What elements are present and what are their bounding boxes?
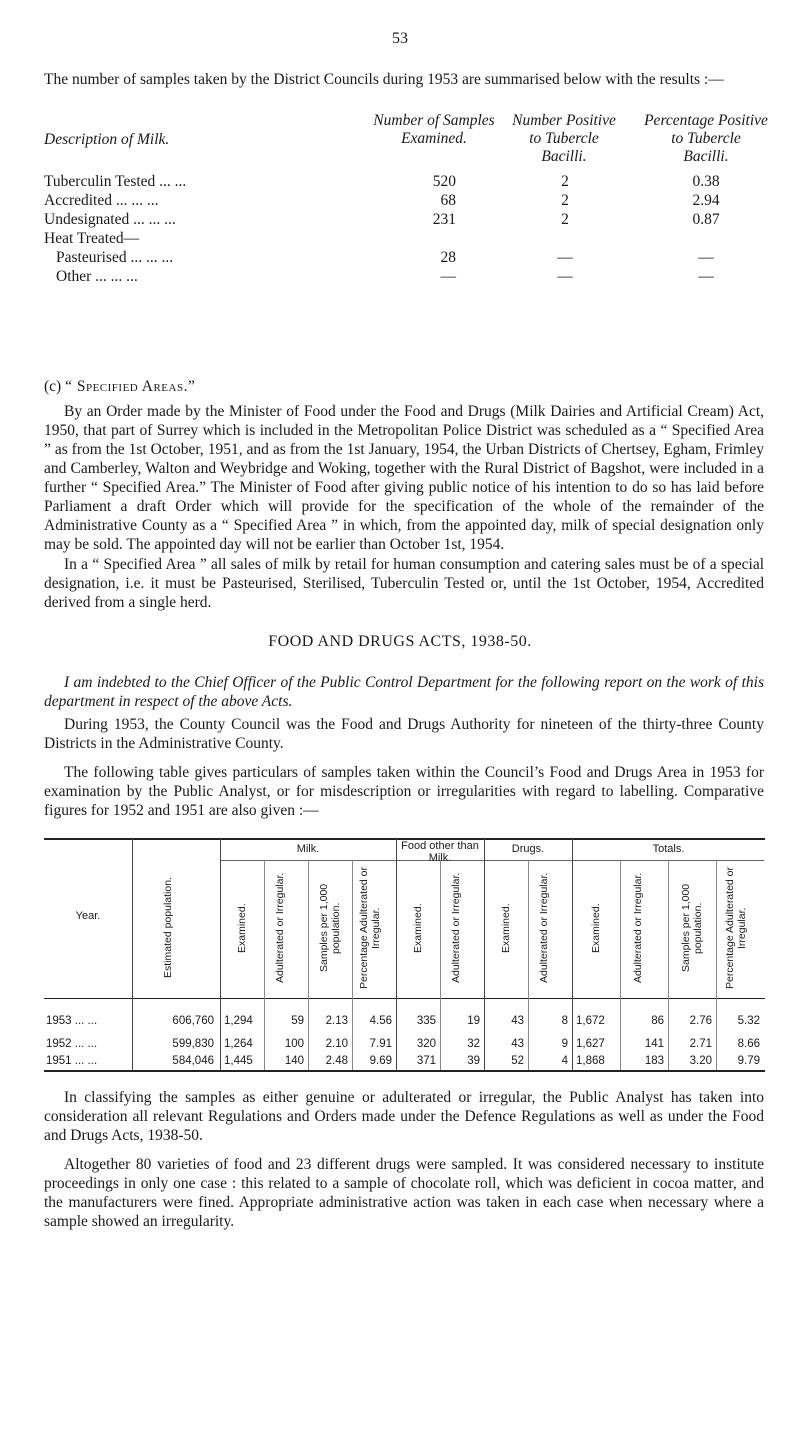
cell-population: 584,046 bbox=[172, 1055, 214, 1067]
food-drugs-table bbox=[44, 838, 765, 1075]
paragraph-authority: During 1953, the County Council was the Food and Drugs Authority for nineteen of the thirty-three County Districts in the Administrative County. bbox=[44, 716, 764, 752]
cell-value: 100 bbox=[284, 1038, 304, 1050]
table-bottom-rule bbox=[44, 1070, 765, 1072]
cell-value: 2.71 bbox=[689, 1038, 712, 1050]
cell-value: 7.91 bbox=[369, 1038, 392, 1050]
table-row: Undesignated ... ... ... 231 2 0.87 bbox=[44, 211, 720, 228]
cell-value: 9 bbox=[561, 1038, 568, 1050]
cell-value: 183 bbox=[644, 1055, 664, 1067]
cell-year: 1952 ... ... bbox=[46, 1038, 98, 1050]
cell-value: 9.79 bbox=[737, 1055, 760, 1067]
column-divider bbox=[572, 838, 573, 1070]
cell-value: 1,627 bbox=[576, 1038, 605, 1050]
cell-value: 140 bbox=[284, 1055, 304, 1067]
cell-value: 4 bbox=[561, 1055, 568, 1067]
cell-year: 1953 ... ... bbox=[46, 1015, 98, 1027]
header-examined: Number of Samples Examined. bbox=[373, 112, 495, 147]
milk-samples-table bbox=[44, 112, 768, 286]
group-header-drugs: Drugs. bbox=[511, 843, 545, 855]
table-row: Pasteurised ... ... ... 28 — — bbox=[56, 249, 714, 266]
cell-value: 320 bbox=[416, 1038, 436, 1050]
paragraph-table-intro: The following table gives particulars of samples taken within the Council’s Food and Drugs Area in 1953 for examination by the Public Analyst, or for misdescription or irregularities with regard to labelling. Comparative figures for 1952 and 1951 are also given :— bbox=[44, 764, 764, 819]
cell-value: 43 bbox=[511, 1015, 524, 1027]
group-header-totals: Totals. bbox=[652, 843, 685, 855]
cell-year: 1951 ... ... bbox=[46, 1055, 98, 1067]
cell-value: 3.20 bbox=[689, 1055, 712, 1067]
table-row: Accredited ... ... ... 68 2 2.94 bbox=[44, 192, 720, 209]
header-positive: Number Positive to Tubercle Bacilli. bbox=[512, 112, 616, 165]
col-header-adulterated: Adulterated or Irregular. bbox=[538, 872, 550, 984]
cell-value: 39 bbox=[467, 1055, 480, 1067]
section-title: FOOD AND DRUGS ACTS, 1938-50. bbox=[268, 633, 532, 650]
paragraph-specified-area-sales: In a “ Specified Area ” all sales of milk by retail for human consumption and catering sales must be of a special designation, i.e. it must be Pasteurised, Sterilised, Tuberculin Tested or, until the 1st October, 1954, Accredited derived from a single herd. bbox=[44, 556, 764, 611]
col-header-examined: Examined. bbox=[500, 903, 512, 953]
column-divider bbox=[220, 838, 221, 1070]
column-divider bbox=[620, 860, 621, 1070]
cell-value: 9.69 bbox=[369, 1055, 392, 1067]
cell-value: 335 bbox=[416, 1015, 436, 1027]
column-divider bbox=[484, 838, 485, 1070]
column-divider bbox=[716, 860, 717, 1070]
cell-value: 8 bbox=[561, 1015, 568, 1027]
cell-value: 141 bbox=[644, 1038, 664, 1050]
cell-value: 43 bbox=[511, 1038, 524, 1050]
column-divider bbox=[528, 860, 529, 1070]
cell-value: 59 bbox=[291, 1015, 304, 1027]
col-header-adulterated: Adulterated or Irregular. bbox=[450, 872, 462, 984]
cell-value: 1,868 bbox=[576, 1055, 605, 1067]
cell-value: 2.10 bbox=[325, 1038, 348, 1050]
col-header-year: Year. bbox=[75, 910, 101, 922]
cell-population: 606,760 bbox=[172, 1015, 214, 1027]
paragraph-classification: In classifying the samples as either genuine or adulterated or irregular, the Public Analyst has taken into consideration all relevant Regulations and Orders made under the Defence Regulations as well as under the Food and Drugs Acts, 1938-50. bbox=[44, 1089, 764, 1144]
col-header-percentage: Percentage Adulterated or Irregular. bbox=[724, 867, 748, 990]
cell-value: 2.48 bbox=[325, 1055, 348, 1067]
col-header-per1000: Samples per 1,000 population. bbox=[318, 883, 342, 973]
cell-value: 4.56 bbox=[369, 1015, 392, 1027]
column-divider bbox=[132, 838, 133, 1070]
column-divider bbox=[440, 860, 441, 1070]
column-divider bbox=[264, 860, 265, 1070]
paragraph-proceedings: Altogether 80 varieties of food and 23 different drugs were sampled. It was considered necessary to institute proceedings in only one case : this related to a sample of chocolate roll, which was deficient in cocoa matter, and the manufacturers were fined. Appropriate administrative action was taken in each case when necessary where a sample showed an irregularity. bbox=[44, 1156, 764, 1230]
col-header-adulterated: Adulterated or Irregular. bbox=[274, 872, 286, 984]
page-number: 53 bbox=[392, 30, 408, 47]
group-header-milk: Milk. bbox=[296, 843, 320, 855]
col-header-adulterated: Adulterated or Irregular. bbox=[632, 872, 644, 984]
group-header-food: Food other than Milk. bbox=[401, 840, 479, 864]
col-header-percentage: Percentage Adulterated or Irregular. bbox=[358, 867, 382, 990]
cell-value: 86 bbox=[651, 1015, 664, 1027]
group-rule bbox=[220, 860, 764, 861]
column-divider bbox=[352, 860, 353, 1070]
cell-value: 371 bbox=[416, 1055, 436, 1067]
intro-paragraph: The number of samples taken by the District Councils during 1953 are summarised below with the results :— bbox=[44, 71, 724, 88]
paragraph-specified-areas: By an Order made by the Minister of Food under the Food and Drugs (Milk Dairies and Artificial Cream) Act, 1950, that part of Surrey which is included in the Metropolitan Police District was scheduled as a “ Specified Area ” as from the 1st October, 1951, and as from the 1st January, 1954, the Urban Districts of Chertsey, Egham, Frimley and Camberley, Walton and Weybridge and Woking, together with the Rural District of Bagshot, were included in a further “ Specified Area.” The Minister of Food after giving public notice of his intention to do so has laid before Parliament a draft Order which will provide for the specification of the whole of the remainder of the Administrative County as a “ Specified Area ” in which, from the appointed day, milk of special designation only may be sold. The appointed day will not be earlier than October 1st, 1954. bbox=[44, 403, 764, 553]
cell-population: 599,830 bbox=[172, 1038, 214, 1050]
table-row: Tuberculin Tested ... ... 520 2 0.38 bbox=[44, 173, 720, 190]
col-header-examined: Examined. bbox=[590, 903, 602, 953]
cell-value: 2.76 bbox=[689, 1015, 712, 1027]
cell-value: 2.13 bbox=[325, 1015, 348, 1027]
header-percentage: Percentage Positive to Tubercle Bacilli. bbox=[644, 112, 768, 165]
column-divider bbox=[308, 860, 309, 1070]
cell-value: 1,672 bbox=[576, 1015, 605, 1027]
cell-value: 32 bbox=[467, 1038, 480, 1050]
header-description: Description of Milk. bbox=[44, 131, 170, 148]
cell-value: 52 bbox=[511, 1055, 524, 1067]
paragraph-acknowledgement: I am indebted to the Chief Officer of the Public Control Department for the following report on the work of this department in respect of the above Acts. bbox=[44, 674, 764, 710]
cell-value: 1,264 bbox=[224, 1038, 253, 1050]
column-divider bbox=[396, 838, 397, 1070]
table-row: Other ... ... ... — — — bbox=[56, 268, 714, 285]
col-header-examined: Examined. bbox=[412, 903, 424, 953]
cell-value: 5.32 bbox=[737, 1015, 760, 1027]
cell-value: 1,294 bbox=[224, 1015, 253, 1027]
col-header-population: Estimated population. bbox=[162, 877, 174, 979]
cell-value: 8.66 bbox=[737, 1038, 760, 1050]
col-header-examined: Examined. bbox=[236, 903, 248, 953]
table-row: Heat Treated— bbox=[44, 230, 140, 247]
cell-value: 1,445 bbox=[224, 1055, 253, 1067]
milk-table-header bbox=[44, 112, 768, 168]
cell-value: 19 bbox=[467, 1015, 480, 1027]
column-divider bbox=[668, 860, 669, 1070]
col-header-per1000: Samples per 1,000 population. bbox=[680, 883, 704, 973]
section-heading: (c) “ Specified Areas.” bbox=[44, 378, 196, 395]
header-rule bbox=[44, 998, 765, 999]
